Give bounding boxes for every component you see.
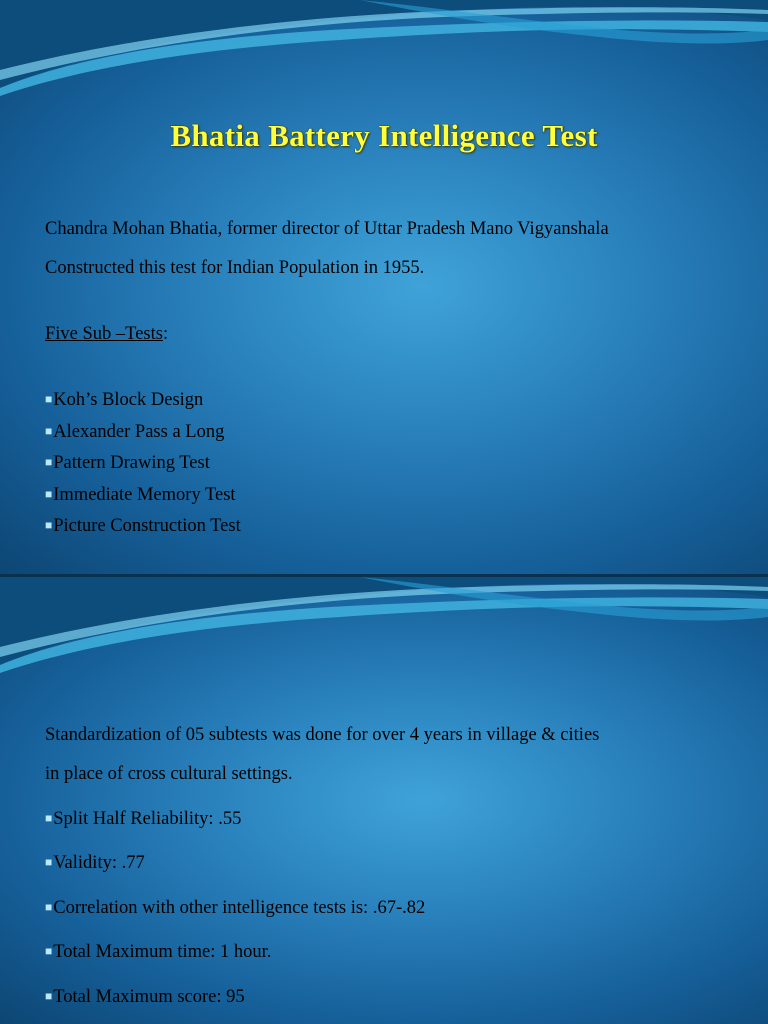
square-bullet-icon: ■ <box>45 486 53 501</box>
list-item: ■Validity: .77 <box>45 853 145 873</box>
list-item: ■Koh’s Block Design <box>45 390 204 410</box>
standardization-line-2: in place of cross cultural settings. <box>45 764 293 784</box>
square-bullet-icon: ■ <box>45 989 53 1003</box>
square-bullet-icon: ■ <box>45 944 53 958</box>
square-bullet-icon: ■ <box>45 518 53 532</box>
slide-2 <box>0 577 768 1024</box>
intro-line-1: Chandra Mohan Bhatia, former director of Uttar Pradesh Mano Vigyanshala <box>45 219 609 239</box>
subtests-heading-colon: : <box>162 324 169 344</box>
square-bullet-icon: ■ <box>45 392 53 406</box>
subtests-list <box>45 384 241 542</box>
list-item: ■Correlation with other intelligence tests is: .67-.82 <box>45 898 426 918</box>
list-item: ■Pattern Drawing Test <box>45 453 210 473</box>
wave-decoration <box>0 577 768 677</box>
square-bullet-icon: ■ <box>45 423 53 438</box>
square-bullet-icon: ■ <box>45 900 53 914</box>
list-item: ■Immediate Memory Test <box>45 484 236 505</box>
intro-line-2: Constructed this test for Indian Population in 1955. <box>45 258 425 278</box>
subtests-heading <box>45 324 168 345</box>
list-item: ■Total Maximum score: 95 <box>45 987 245 1007</box>
list-item: ■Alexander Pass a Long <box>45 421 225 442</box>
list-item: ■Total Maximum time: 1 hour. <box>45 942 272 962</box>
slide-title: Bhatia Battery Intelligence Test <box>170 118 598 153</box>
list-item: ■Split Half Reliability: .55 <box>45 809 242 829</box>
wave-decoration <box>0 0 768 100</box>
square-bullet-icon: ■ <box>45 811 53 825</box>
list-item: ■Picture Construction Test <box>45 516 241 536</box>
standardization-line-1: Standardization of 05 subtests was done for over 4 years in village & cities <box>45 725 600 745</box>
square-bullet-icon: ■ <box>45 455 53 469</box>
square-bullet-icon: ■ <box>45 855 53 869</box>
subtests-heading-text: Five Sub –Tests <box>45 324 163 344</box>
